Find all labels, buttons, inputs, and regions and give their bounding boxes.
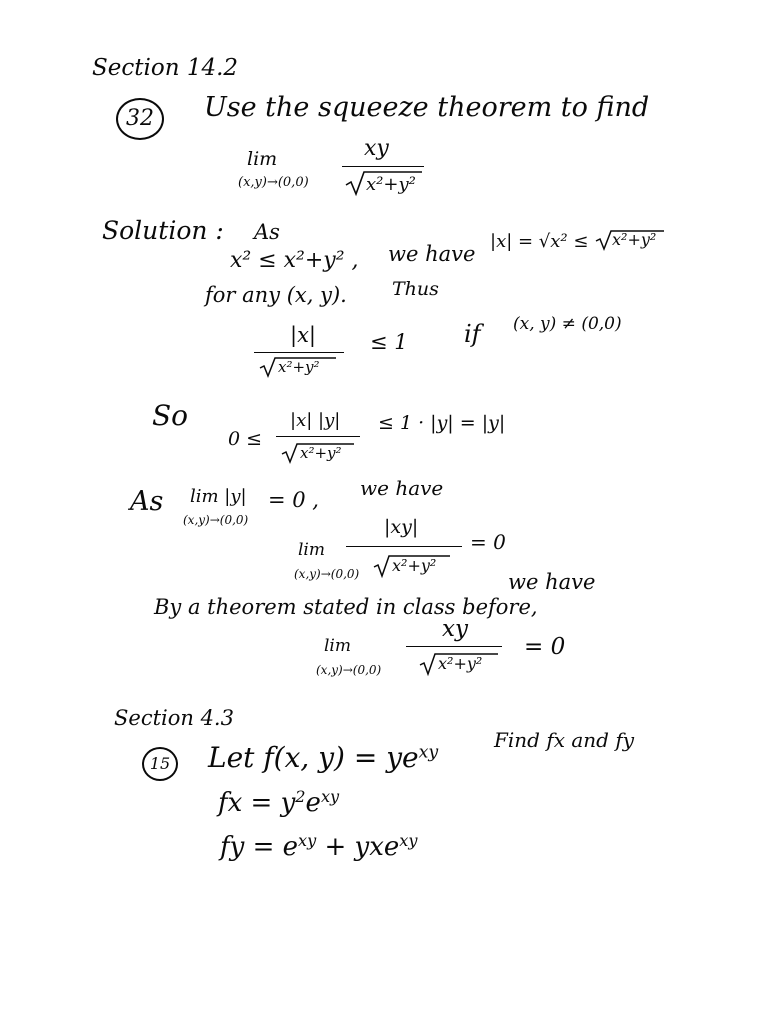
fraction-numerator: |x| bbox=[290, 323, 316, 347]
le-one: ≤ 1 bbox=[370, 330, 408, 354]
fraction-denominator: x²+y² bbox=[392, 556, 437, 575]
limit-subscript: (x,y)→(0,0) bbox=[316, 663, 382, 677]
fraction-bar bbox=[254, 352, 344, 353]
as-word: As bbox=[130, 486, 164, 517]
e-base: e bbox=[305, 788, 321, 818]
fraction-bar bbox=[406, 646, 502, 647]
fraction-denominator: x²+y² bbox=[438, 654, 483, 673]
fraction-numerator: |x| |y| bbox=[290, 410, 341, 431]
limit-subscript: (x,y)→(0,0) bbox=[183, 513, 249, 527]
exponent: xy bbox=[298, 831, 317, 851]
fraction-denominator: x²+y² bbox=[278, 358, 320, 376]
fx-equation bbox=[218, 787, 340, 818]
fraction-numerator: |xy| bbox=[384, 516, 419, 538]
exponent: xy bbox=[399, 831, 418, 851]
section-header-14-2: Section 14.2 bbox=[92, 55, 239, 81]
problem-number-circle bbox=[142, 747, 178, 781]
find-partials-text: Find fx and fy bbox=[494, 728, 635, 752]
fy-lhs: fy = e bbox=[220, 832, 299, 862]
zero-le: 0 ≤ bbox=[228, 428, 263, 450]
function-definition bbox=[208, 741, 439, 774]
we-have-text: we have bbox=[508, 570, 596, 594]
abs-inequality-sqrt: x²+y² bbox=[612, 230, 657, 249]
equals-zero: = 0 , bbox=[268, 488, 319, 512]
fraction-bar bbox=[276, 436, 360, 437]
fraction-numerator: xy bbox=[442, 616, 468, 642]
section-header-4-3: Section 4.3 bbox=[114, 706, 234, 730]
if-word: if bbox=[464, 320, 481, 348]
function-definition-text: Let f(x, y) = ye bbox=[208, 741, 419, 774]
theorem-text: By a theorem stated in class before, bbox=[154, 595, 538, 619]
thus-word: Thus bbox=[392, 278, 439, 300]
problem-number-circle bbox=[116, 98, 164, 140]
as-word: As bbox=[254, 220, 280, 244]
limit-subscript: (x,y)→(0,0) bbox=[294, 567, 360, 581]
fraction-bar bbox=[346, 546, 462, 547]
equals-zero: = 0 bbox=[524, 634, 566, 660]
abs-inequality: |x| = √x² ≤ bbox=[490, 231, 589, 252]
fy-second-term: + yxe bbox=[324, 832, 400, 862]
fy-equation bbox=[220, 831, 418, 862]
for-any-text: for any (x, y). bbox=[205, 283, 347, 307]
limit-label: lim bbox=[324, 636, 351, 656]
exponent: 2 bbox=[295, 787, 306, 807]
limit-label: lim bbox=[247, 148, 278, 170]
problem-number: 32 bbox=[126, 106, 154, 131]
exponent: xy bbox=[418, 742, 439, 763]
squeeze-bound: ≤ 1 · |y| = |y| bbox=[378, 412, 506, 434]
inequality-lhs: x² ≤ x²+y² , bbox=[230, 248, 359, 273]
exponent: xy bbox=[320, 787, 340, 807]
fraction-bar bbox=[342, 166, 424, 167]
we-have-text: we have bbox=[360, 476, 444, 500]
so-word: So bbox=[152, 399, 189, 432]
solution-label: Solution : bbox=[102, 216, 224, 245]
limit-label: lim bbox=[298, 540, 325, 560]
we-have-text: we have bbox=[388, 242, 476, 266]
condition: (x, y) ≠ (0,0) bbox=[513, 314, 622, 334]
fraction-denominator: x²+y² bbox=[300, 444, 342, 462]
problem-number: 15 bbox=[149, 754, 171, 773]
limit-subscript: (x,y)→(0,0) bbox=[238, 175, 309, 190]
problem-prompt: Use the squeeze theorem to find bbox=[204, 92, 650, 123]
fx-lhs: fx = y bbox=[218, 788, 296, 818]
equals-zero: = 0 bbox=[470, 530, 506, 554]
fraction-denominator: x²+y² bbox=[366, 174, 416, 195]
limit-abs-y: lim |y| bbox=[190, 486, 247, 507]
fraction-numerator: xy bbox=[364, 136, 389, 161]
